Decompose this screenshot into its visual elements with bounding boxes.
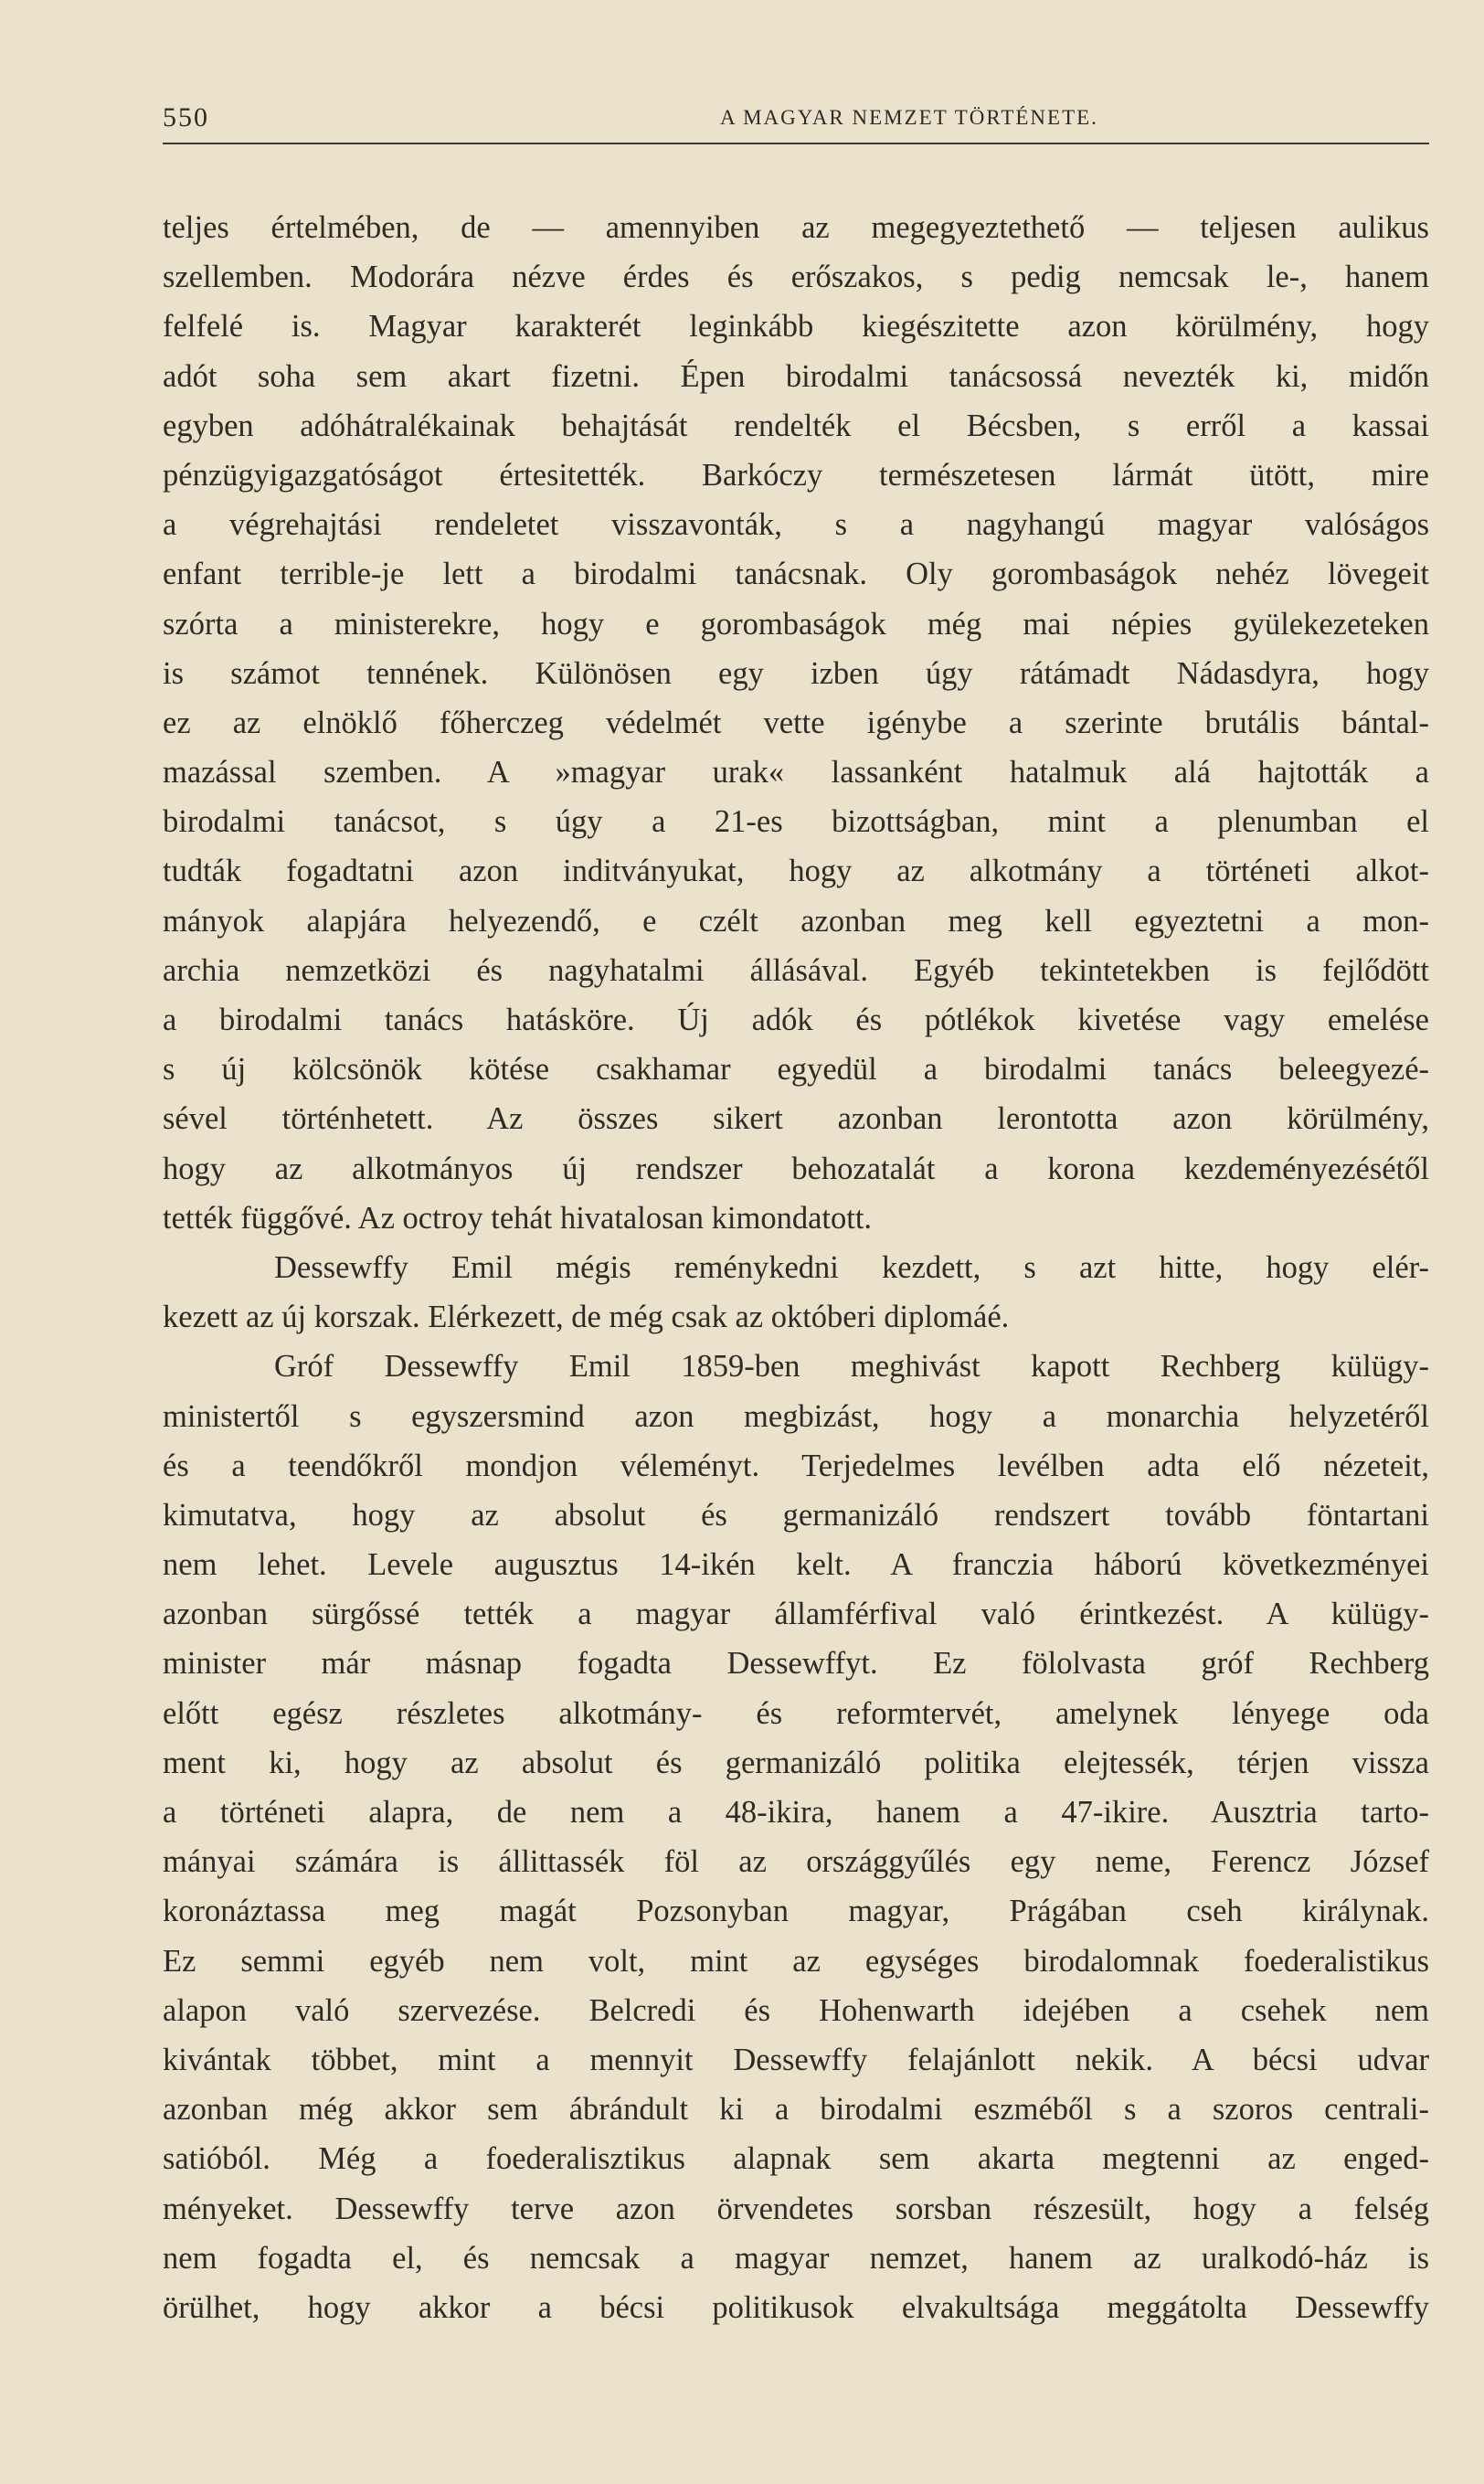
text-line: nem lehet. Levele augusztus 14-ikén kelt. A franczia háború következményei <box>163 1547 1429 1583</box>
text-line: enfant terrible-je lett a birodalmi tanácsnak. Oly gorombaságok nehéz lövegeit <box>163 557 1429 592</box>
text-line: szórta a ministerekre, hogy e gorombaságok még mai népies gyülekezeteken <box>163 606 1429 642</box>
text-line: a történeti alapra, de nem a 48-ikira, hanem a 47-ikire. Ausztria tarto- <box>163 1795 1429 1830</box>
text-line: kivántak többet, mint a mennyit Dessewffy felajánlott nekik. A bécsi udvar <box>163 2042 1429 2077</box>
text-line: tették függővé. Az octroy tehát hivatalosan kimondatott. <box>163 1200 873 1236</box>
text-line: azonban még akkor sem ábrándult ki a birodalmi eszméből s a szoros centrali- <box>163 2092 1429 2128</box>
text-line: ministertől s egyszersmind azon megbizást, hogy a monarchia helyzetéről <box>163 1398 1429 1434</box>
text-line: nem fogadta el, és nemcsak a magyar nemzet, hanem az uralkodó-ház is <box>163 2240 1429 2276</box>
text-line: Ez semmi egyéb nem volt, mint az egységes birodalomnak foederalistikus <box>163 1943 1429 1979</box>
text-line: tudták fogadtatni azon inditványukat, hogy az alkotmány a történeti alkot- <box>163 854 1429 889</box>
text-line: s új kölcsönök kötése csakhamar egyedül a birodalmi tanács beleegyezé- <box>163 1052 1429 1088</box>
text-line: előtt egész részletes alkotmány- és reformtervét, amelynek lényege oda <box>163 1695 1429 1731</box>
text-line: birodalmi tanácsot, s úgy a 21-es bizottságban, mint a plenumban el <box>163 804 1429 840</box>
text-line: ment ki, hogy az absolut és germanizáló politika elejtessék, térjen vissza <box>163 1745 1429 1780</box>
page-header <box>163 99 1429 144</box>
text-line: adót soha sem akart fizetni. Épen birodalmi tanácsossá nevezték ki, midőn <box>163 358 1429 394</box>
text-line: minister már másnap fogadta Dessewffyt. Ez fölolvasta gróf Rechberg <box>163 1646 1429 1682</box>
running-head: A MAGYAR NEMZET TÖRTÉNETE. <box>720 106 1098 129</box>
text-line: a birodalmi tanács hatásköre. Új adók és pótlékok kivetése vagy emelése <box>163 1003 1429 1037</box>
page-number: 550 <box>163 102 209 133</box>
text-line: kimutatva, hogy az absolut és germanizáló rendszert tovább föntartani <box>163 1497 1429 1533</box>
text-line: egyben adóhátralékainak behajtását rendelték el Bécsben, s erről a kassai <box>163 408 1429 443</box>
text-line: alapon való szervezése. Belcredi és Hohenwarth idejében a csehek nem <box>163 1992 1429 2028</box>
text-line: is számot tennének. Különösen egy izben úgy rátámadt Nádasdyra, hogy <box>163 655 1429 691</box>
text-line: Dessewffy Emil mégis reménykedni kezdett, s azt hitte, hogy elér- <box>274 1249 1429 1285</box>
text-line: azonban sürgőssé tették a magyar államférfival való érintkezést. A külügy- <box>163 1597 1429 1632</box>
text-line: mazással szemben. A »magyar urak« lassanként hatalmuk alá hajtották a <box>163 755 1429 791</box>
text-line: mányai számára is állittassék föl az országgyűlés egy neme, Ferencz József <box>163 1844 1429 1880</box>
text-line: sével történhetett. Az összes sikert azonban lerontotta azon körülmény, <box>163 1101 1429 1137</box>
text-line: teljes értelmében, de — amennyiben az megegyeztethető — teljesen aulikus <box>163 210 1429 245</box>
text-line: ményeket. Dessewffy terve azon örvendetes sorsban részesült, hogy a felség <box>163 2191 1429 2226</box>
text-line: satióból. Még a foederalisztikus alapnak sem akarta megtenni az enged- <box>163 2141 1429 2177</box>
text-line: archia nemzetközi és nagyhatalmi állásával. Egyéb tekintetekben is fejlődött <box>163 952 1429 988</box>
text-line: örülhet, hogy akkor a bécsi politikusok elvakultsága meggátolta Dessewffy <box>163 2289 1429 2325</box>
text-line: és a teendőkről mondjon véleményt. Terjedelmes levélben adta elő nézeteit, <box>163 1448 1429 1483</box>
body-text <box>163 203 1429 2332</box>
text-line: kezett az új korszak. Elérkezett, de még csak az októberi diplomáé. <box>163 1300 1010 1335</box>
text-line: felfelé is. Magyar karakterét leginkább kiegészitette azon körülmény, hogy <box>163 309 1429 345</box>
text-line: Gróf Dessewffy Emil 1859-ben meghivást kapott Rechberg külügy- <box>274 1349 1429 1385</box>
text-line: hogy az alkotmányos új rendszer behozatalát a korona kezdeményezésétől <box>163 1151 1429 1186</box>
text-line: koronáztassa meg magát Pozsonyban magyar, Prágában cseh királynak. <box>163 1894 1429 1929</box>
text-line: szellemben. Modorára nézve érdes és erőszakos, s pedig nemcsak le-, hanem <box>163 260 1429 295</box>
text-line: pénzügyigazgatóságot értesitették. Barkóczy természetesen lármát ütött, mire <box>163 457 1429 493</box>
text-line: a végrehajtási rendeletet visszavonták, s a nagyhangú magyar valóságos <box>163 507 1429 543</box>
text-line: ez az elnöklő főherczeg védelmét vette igénybe a szerinte brutális bántal- <box>163 705 1429 740</box>
text-line: mányok alapjára helyezendő, e czélt azonban meg kell egyeztetni a mon- <box>163 903 1429 939</box>
